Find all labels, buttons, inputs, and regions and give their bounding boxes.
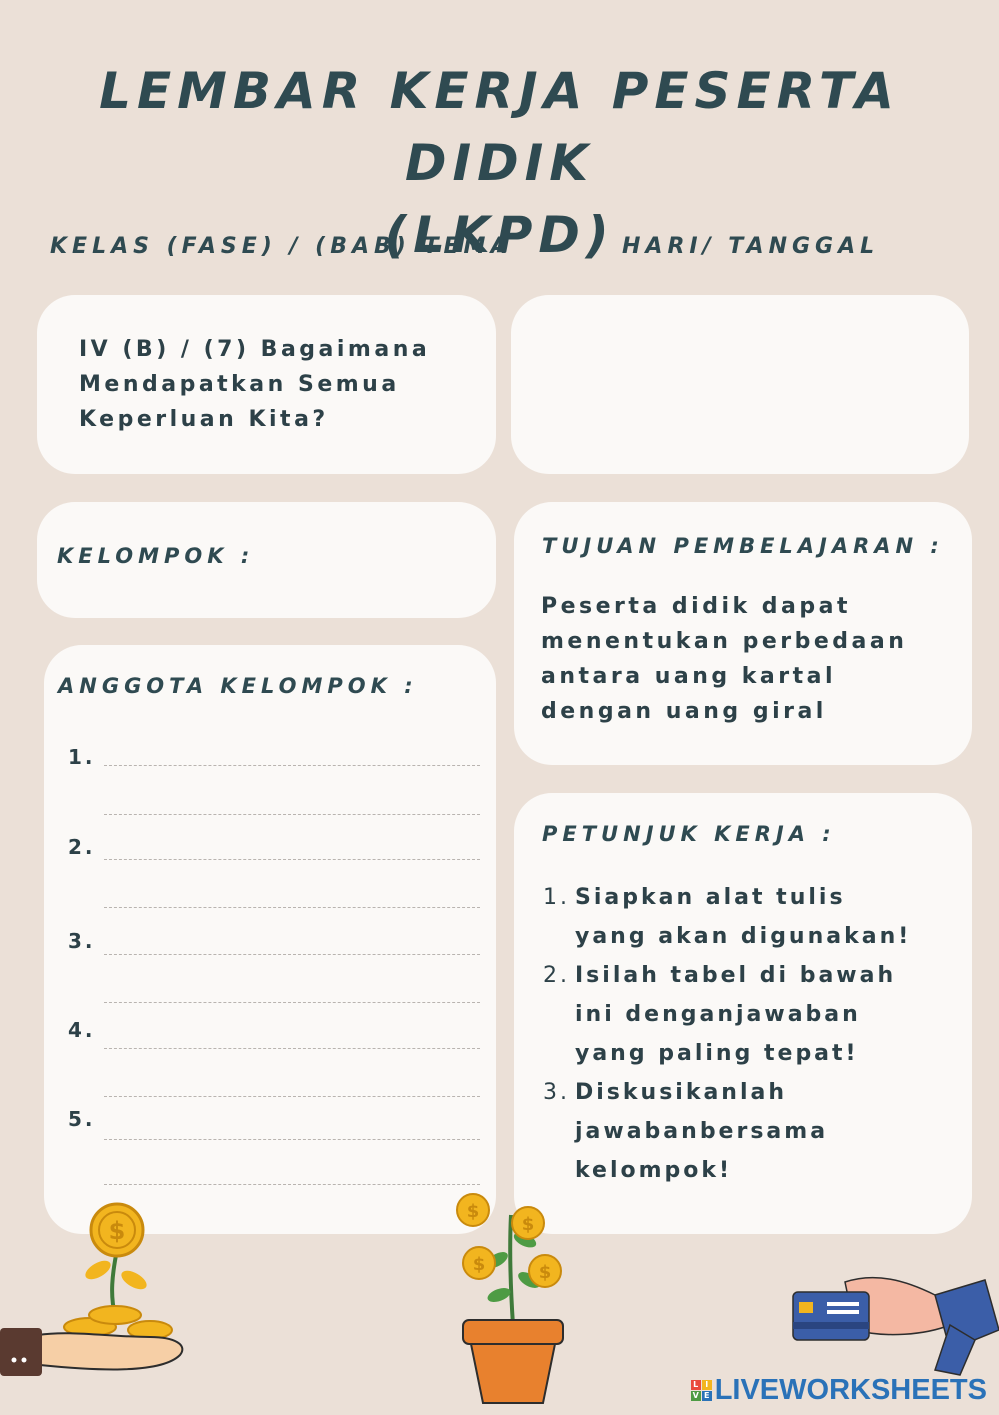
answer-line[interactable] bbox=[104, 859, 480, 860]
members-label: ANGGOTA KELOMPOK : bbox=[58, 674, 418, 698]
instruction-list bbox=[543, 878, 963, 1190]
money-plant-pot-icon bbox=[445, 1185, 585, 1410]
step-text: ini denganjawaban bbox=[575, 1002, 861, 1027]
member-number: 4. bbox=[68, 1018, 96, 1042]
objective-line-1: Peserta didik dapat bbox=[541, 594, 852, 619]
step-number: 3. bbox=[543, 1080, 570, 1105]
objective-line-3: antara uang kartal bbox=[541, 664, 837, 689]
step-number: 1. bbox=[543, 885, 570, 910]
hand-holding-coins-icon bbox=[0, 1195, 200, 1395]
instruction-step-2 bbox=[543, 956, 963, 1073]
step-text: yang akan digunakan! bbox=[575, 924, 912, 949]
logo-letter: I bbox=[702, 1380, 712, 1390]
objective-line-4: dengan uang giral bbox=[541, 699, 827, 724]
date-card[interactable] bbox=[511, 295, 969, 474]
answer-line[interactable] bbox=[104, 1096, 480, 1097]
answer-line[interactable] bbox=[104, 1139, 480, 1140]
objective-line-2: menentukan perbedaan bbox=[541, 629, 908, 654]
member-row-1[interactable] bbox=[68, 745, 480, 825]
answer-line[interactable] bbox=[104, 1184, 480, 1185]
instructions-label: PETUNJUK KERJA : bbox=[542, 822, 836, 846]
svg-text:$: $ bbox=[472, 1254, 486, 1275]
logo-letter: L bbox=[691, 1380, 701, 1390]
member-row-2[interactable] bbox=[68, 835, 480, 915]
title-line-1: LEMBAR KERJA PESERTA DIDIK bbox=[99, 62, 900, 192]
member-number: 2. bbox=[68, 835, 96, 859]
objective-text bbox=[541, 589, 907, 729]
answer-line[interactable] bbox=[104, 765, 480, 766]
group-label: KELOMPOK : bbox=[57, 544, 255, 568]
member-number: 5. bbox=[68, 1107, 96, 1131]
instruction-step-3 bbox=[543, 1073, 963, 1190]
member-number: 3. bbox=[68, 929, 96, 953]
member-row-3[interactable] bbox=[68, 929, 480, 1009]
step-text: Diskusikanlah bbox=[575, 1080, 788, 1105]
class-info-line-1: IV (B) / (7) Bagaimana bbox=[79, 337, 431, 362]
member-row-5[interactable] bbox=[68, 1107, 480, 1187]
liveworksheets-logo-icon bbox=[691, 1380, 712, 1401]
class-label: KELAS (FASE) / (BAB) TEMA bbox=[50, 234, 513, 259]
instruction-step-1 bbox=[543, 878, 963, 956]
class-info-text bbox=[79, 332, 430, 437]
objective-label: TUJUAN PEMBELAJARAN : bbox=[542, 534, 944, 558]
svg-text:$: $ bbox=[521, 1214, 535, 1235]
class-info-line-2: Mendapatkan Semua bbox=[79, 372, 400, 397]
answer-line[interactable] bbox=[104, 907, 480, 908]
step-text: kelompok! bbox=[575, 1158, 733, 1183]
watermark-text: LIVEWORKSHEETS bbox=[714, 1374, 987, 1406]
class-info-line-3: Keperluan Kita? bbox=[79, 407, 329, 432]
step-text: Isilah tabel di bawah bbox=[575, 963, 897, 988]
step-number: 2. bbox=[543, 963, 570, 988]
svg-text:$: $ bbox=[108, 1217, 126, 1245]
step-text: Siapkan alat tulis bbox=[575, 885, 846, 910]
logo-letter: E bbox=[702, 1391, 712, 1401]
answer-line[interactable] bbox=[104, 814, 480, 815]
date-label: HARI/ TANGGAL bbox=[622, 234, 880, 259]
svg-text:$: $ bbox=[538, 1262, 552, 1283]
hand-holding-card-icon bbox=[785, 1270, 999, 1380]
member-row-4[interactable] bbox=[68, 1018, 480, 1098]
logo-letter: V bbox=[692, 1391, 699, 1400]
liveworksheets-watermark bbox=[691, 1374, 987, 1407]
member-number: 1. bbox=[68, 745, 96, 769]
step-text: yang paling tepat! bbox=[575, 1041, 859, 1066]
answer-line[interactable] bbox=[104, 954, 480, 955]
answer-line[interactable] bbox=[104, 1002, 480, 1003]
svg-text:$: $ bbox=[466, 1201, 480, 1222]
step-text: jawabanbersama bbox=[575, 1119, 829, 1144]
answer-line[interactable] bbox=[104, 1048, 480, 1049]
title-line-2: (LKPD) bbox=[384, 206, 615, 264]
